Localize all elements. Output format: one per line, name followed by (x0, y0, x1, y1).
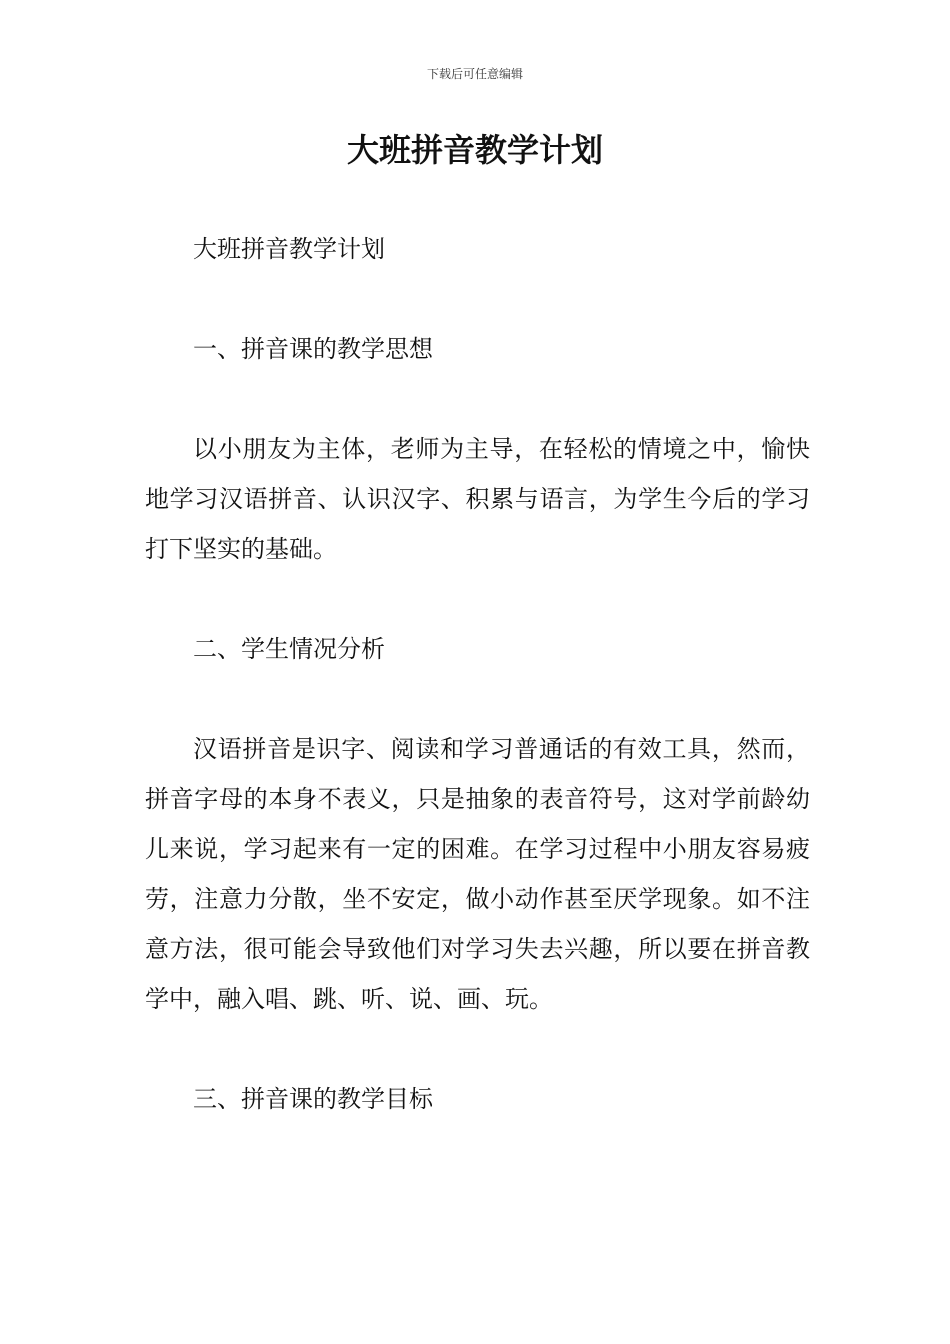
page-header-note: 下载后可任意编辑 (426, 67, 523, 81)
section-heading-3: 三、拼音课的教学目标 (193, 1085, 433, 1113)
document-title: 大班拼音教学计划 (346, 131, 603, 169)
section-2-paragraph: 汉语拼音是识字、阅读和学习普通话的有效工具，然而，拼音字母的本身不表义，只是抽象的表音符号，这对学前龄幼儿来说，学习起来有一定的困难。在学习过程中小朋友容易疲劳，注意力分散，坐不安定，做小动作甚至厌学现象。如不注意方法，很可能会导致他们对学习失去兴趣，所以要在拼音教学中，融入唱、跳、听、说、画、玩。 (145, 735, 810, 1013)
section-heading-1: 一、拼音课的教学思想 (193, 335, 433, 363)
paragraph-gap (145, 574, 810, 624)
paragraph-gap (145, 374, 810, 424)
document-body (145, 224, 810, 1124)
paragraph-gap (145, 674, 810, 724)
paragraph-gap (145, 1024, 810, 1074)
paragraph-gap (145, 274, 810, 324)
body-subtitle: 大班拼音教学计划 (193, 235, 385, 263)
section-1-paragraph: 以小朋友为主体，老师为主导，在轻松的情境之中，愉快地学习汉语拼音、认识汉字、积累与语言，为学生今后的学习打下坚实的基础。 (145, 435, 810, 563)
section-heading-2: 二、学生情况分析 (193, 635, 385, 663)
